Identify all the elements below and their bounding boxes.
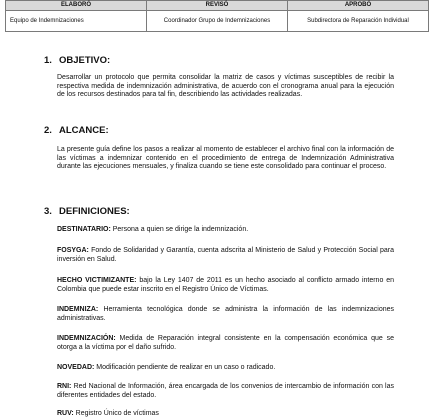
alcance-text: La presente guía define los pasos a realizar al momento de establecer el archivo final con la información de las víctimas a indemnizar contenido en el procedimiento de entrega de Indemnización Administrativa durante las ejecuciones mensuales, y finaliza cuando se tiene este consolidado para continuar el proceso.: [57, 146, 394, 171]
definition-text: Medida de Reparación integral consistente en la compensación económica que se otorga a la víctima por el daño sufrido.: [57, 335, 394, 351]
definition-text: Persona a quien se dirige la indemnización.: [110, 226, 249, 233]
definition-term: RNI:: [57, 383, 72, 390]
definition-item: [57, 410, 394, 419]
objetivo-text: Desarrollar un protocolo que permita consolidar la matriz de casos y víctimas susceptibles de recibir la respectiva medida de indemnización administrativa, de acuerdo con el cronograma anual para la ejecución de los recursos destinados para tal fin, describiendo las actividades realizadas.: [57, 74, 394, 99]
definition-text: Herramienta tecnológica donde se administra la información de las indemnizaciones administrativas.: [57, 306, 394, 322]
definition-term: FOSYGA:: [57, 247, 89, 254]
definition-text: Modificación pendiente de realizar en un caso o radicado.: [94, 364, 276, 371]
definition-text: bajo la Ley 1407 de 2011 es un hecho asociado al conflicto armado interno en Colombia que puede estar inscrito en el Registro Único de Víctimas.: [57, 277, 394, 293]
definition-text: Registro Único de víctimas: [73, 410, 159, 417]
definition-text: Fondo de Solidaridad y Garantía, cuenta adscrita al Ministerio de Salud y Protección Social para inversión en Salud.: [57, 247, 394, 263]
definition-item: [57, 306, 394, 324]
definition-term: NOVEDAD:: [57, 364, 95, 371]
definition-item: [57, 335, 394, 353]
approval-header-row: [6, 1, 429, 11]
definition-term: RUV:: [57, 410, 74, 417]
header-aprobo: APROBÓ: [288, 1, 429, 11]
definition-text: Red Nacional de Información, área encargada de los convenios de intercambio de información con las diferentes entidades del estado.: [57, 383, 394, 399]
value-reviso: Coordinador Grupo de Indemnizaciones: [147, 11, 288, 32]
header-elaboro: ELABORÓ: [6, 1, 147, 11]
definition-term: INDEMNIZA:: [57, 306, 99, 313]
definition-item: [57, 226, 394, 235]
section-title-alcance: 2. ALCANCE:: [44, 125, 109, 136]
section-title-objetivo: 1. OBJETIVO:: [44, 55, 111, 66]
value-aprobo: Subdirectora de Reparación Individual: [288, 11, 429, 32]
approval-table: [5, 0, 429, 32]
definition-item: [57, 383, 394, 401]
definition-term: HECHO VICTIMIZANTE:: [57, 277, 137, 284]
definition-item: [57, 364, 394, 373]
section-title-definiciones: 3. DEFINICIONES:: [44, 206, 130, 217]
approval-values-row: [6, 11, 429, 32]
definition-term: DESTINATARIO:: [57, 226, 111, 233]
definition-item: [57, 247, 394, 265]
header-reviso: REVISÓ: [147, 1, 288, 11]
definition-item: [57, 277, 394, 295]
value-elaboro: Equipo de Indemnizaciones: [6, 11, 147, 32]
definition-term: INDEMNIZACIÓN:: [57, 335, 116, 342]
